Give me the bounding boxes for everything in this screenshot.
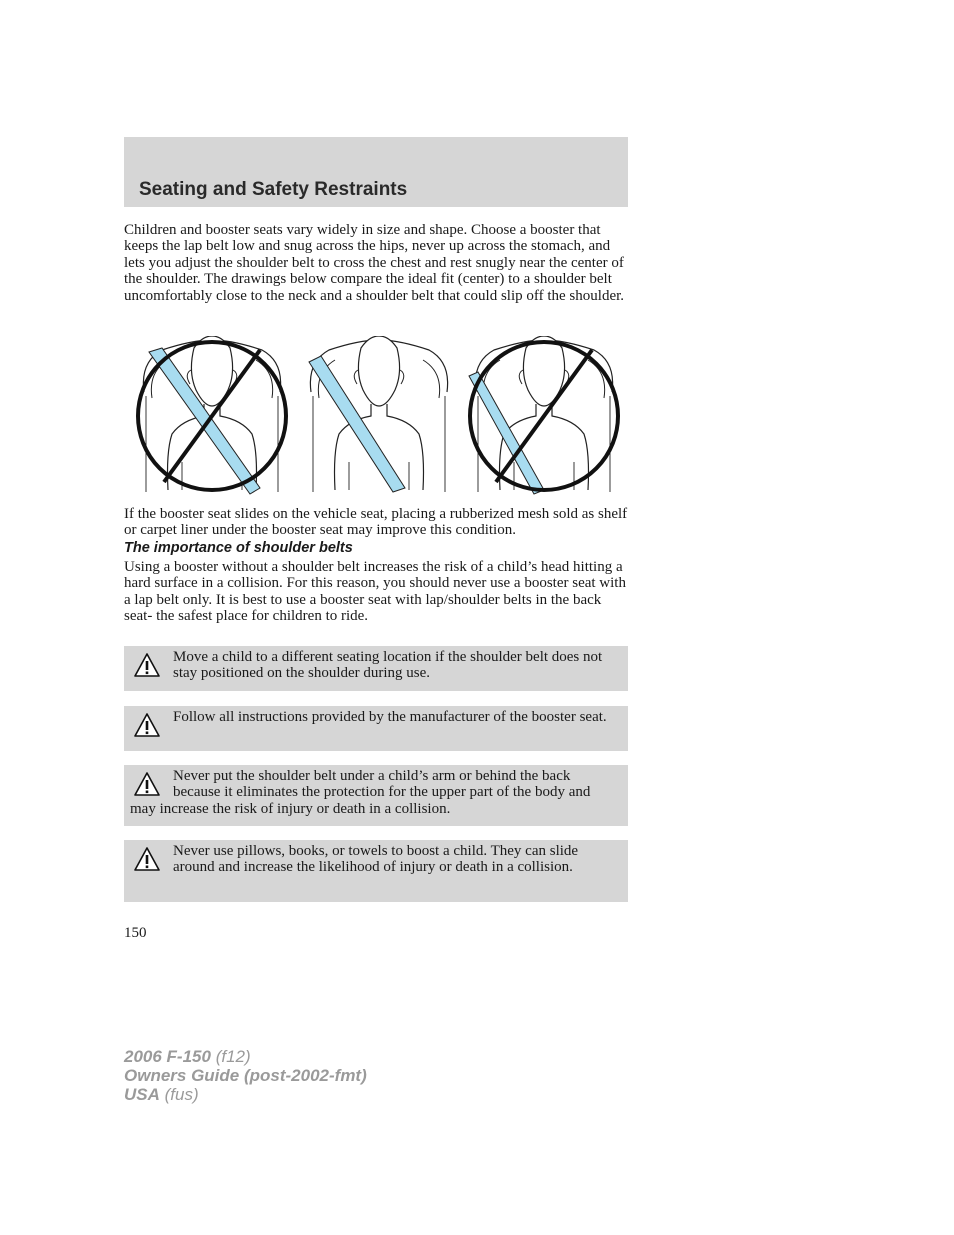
warning-text: Move a child to a different seating location if the shoulder belt does not stay positioned on the shoulder during use. <box>173 649 603 682</box>
warning-triangle-icon <box>133 712 161 738</box>
booster-slide-paragraph: If the booster seat slides on the vehicle seat, placing a rubberized mesh sold as shelf or carpet liner under the booster seat may improve this condition. <box>124 506 628 539</box>
shoulder-belts-paragraph: Using a booster without a shoulder belt increases the risk of a child’s head hitting a hard surface in a collision. For this reason, you should never use a booster seat with a lap belt only. It is best to use a booster seat with lap/shoulder belts in the back seat- the safest place for children to ride. <box>124 559 626 625</box>
warning-box <box>124 646 628 691</box>
section-header-band <box>124 137 628 207</box>
warning-triangle-icon <box>133 771 161 797</box>
footer-model-code: (f12) <box>215 1047 251 1066</box>
warning-triangle-icon <box>133 846 161 872</box>
page-number: 150 <box>124 925 147 941</box>
footer-model: 2006 F-150 <box>124 1047 211 1066</box>
document-footer <box>124 1047 367 1104</box>
warning-text: Follow all instructions provided by the manufacturer of the booster seat. <box>173 709 607 725</box>
footer-line-1 <box>124 1047 367 1066</box>
footer-market-code: (fus) <box>164 1085 199 1104</box>
footer-market: USA <box>124 1085 160 1104</box>
footer-guide: Owners Guide (post-2002-fmt) <box>124 1066 367 1085</box>
footer-line-2 <box>124 1066 367 1085</box>
warning-text: Never use pillows, books, or towels to boost a child. They can slide around and increase the likelihood of injury or death in a collision. <box>173 843 579 876</box>
shoulder-belt-fit-illustration <box>132 336 626 498</box>
warning-box <box>124 706 628 751</box>
section-title: Seating and Safety Restraints <box>139 179 408 200</box>
warning-text: Never put the shoulder belt under a child’s arm or behind the back because it eliminates the protection for the upper part of the body and may increase the risk of injury or death in a collision. <box>130 768 591 817</box>
intro-paragraph: Children and booster seats vary widely in size and shape. Choose a booster that keeps the lap belt low and snug across the hips, never up across the stomach, and lets you adjust the shoulder belt to cross the chest and rest snugly near the center of the shoulder. The drawings below compare the ideal fit (center) to a shoulder belt uncomfortably close to the neck and a shoulder belt that could slip off the shoulder. <box>124 222 625 304</box>
footer-line-3 <box>124 1085 367 1104</box>
warning-box <box>124 840 628 902</box>
warning-box <box>124 765 628 826</box>
shoulder-belts-subheading: The importance of shoulder belts <box>124 540 353 556</box>
warning-triangle-icon <box>133 652 161 678</box>
